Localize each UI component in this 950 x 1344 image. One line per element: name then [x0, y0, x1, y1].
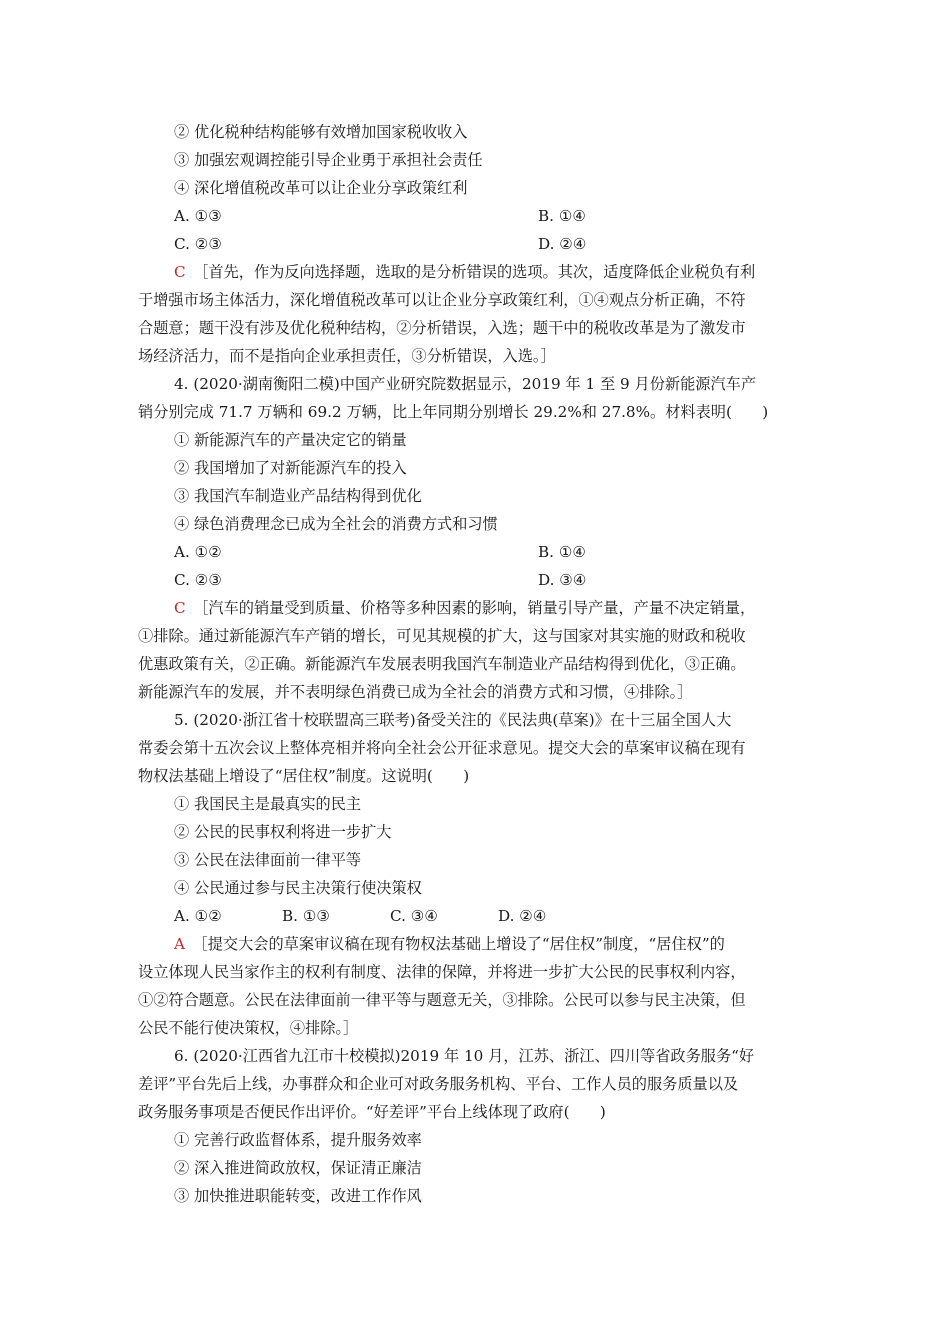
q5-stem-line-1: 5. (2020·浙江省十校联盟高三联考)备受关注的《民法典(草案)》在十三届全国人大 [174, 711, 732, 729]
q3-choice-c: C. ②③ [174, 235, 222, 253]
q3-answer: C [174, 263, 186, 281]
q4-answer: C [174, 599, 186, 617]
q5-answer: A [174, 935, 185, 953]
q5-option-1: ① 我国民主是最真实的民主 [174, 795, 362, 813]
q4-stem-line-2: 销分别完成 71.7 万辆和 69.2 万辆，比上年同期分别增长 29.2%和 27.8%。材料表明( ) [138, 403, 769, 421]
q4-choices-row-2 [174, 570, 854, 590]
q4-choice-c: C. ②③ [174, 571, 222, 589]
q3-choices-row-1 [174, 206, 854, 226]
q5-choice-d: D. ②④ [498, 907, 547, 925]
q4-explanation-line-3: 优惠政策有关，②正确。新能源汽车发展表明我国汽车制造业产品结构得到优化，③正确。 [138, 655, 746, 673]
q3-explanation-line-3: 合题意；题干没有涉及优化税种结构，②分析错误，入选；题干中的税收改革是为了激发市 [138, 319, 746, 337]
q4-option-2: ② 我国增加了对新能源汽车的投入 [174, 459, 407, 477]
q5-explanation-line-4: 公民不能行使决策权，④排除。］ [138, 1019, 359, 1037]
q3-choice-d: D. ②④ [538, 235, 587, 253]
q5-choice-c: C. ③④ [390, 907, 438, 925]
q6-option-1: ① 完善行政监督体系，提升服务效率 [174, 1131, 422, 1149]
q4-choice-d: D. ③④ [538, 571, 587, 589]
q5-option-4: ④ 公民通过参与民主决策行使决策权 [174, 879, 422, 897]
q6-option-3: ③ 加快推进职能转变，改进工作作风 [174, 1187, 422, 1205]
q6-option-2: ② 深入推进简政放权，保证清正廉洁 [174, 1159, 422, 1177]
q3-choices-row-2 [174, 234, 854, 254]
q3-choice-a: A. ①③ [174, 207, 222, 225]
q3-option-3: ③ 加强宏观调控能引导企业勇于承担社会责任 [174, 151, 483, 169]
q3-option-2: ② 优化税种结构能够有效增加国家税收收入 [174, 123, 468, 141]
q5-stem-line-2: 常委会第十五次会议上整体亮相并将向全社会公开征求意见。提交大会的草案审议稿在现有 [138, 739, 746, 757]
q5-explanation-line-2: 设立体现人民当家作主的权利有制度、法律的保障，并将进一步扩大公民的民事权利内容， [138, 963, 746, 981]
q6-stem-line-1: 6. (2020·江西省九江市十校模拟)2019 年 10 月，江苏、浙江、四川等省政务服务“好 [174, 1047, 755, 1065]
q4-option-1: ① 新能源汽车的产量决定它的销量 [174, 431, 407, 449]
q4-option-3: ③ 我国汽车制造业产品结构得到优化 [174, 487, 422, 505]
q5-stem-line-3: 物权法基础上增设了“居住权”制度。这说明( ) [138, 767, 470, 785]
q4-stem-line-1: 4. (2020·湖南衡阳二模)中国产业研究院数据显示，2019 年 1 至 9 月份新能源汽车产 [174, 375, 757, 393]
q4-explanation-line-1: C ［汽车的销量受到质量、价格等多种因素的影响，销量引导产量，产量不决定销量， [174, 599, 756, 617]
q5-choices-row [174, 906, 854, 926]
q4-choices-row-1 [174, 542, 854, 562]
q4-choice-b: B. ①④ [538, 543, 587, 561]
q5-option-2: ② 公民的民事权利将进一步扩大 [174, 823, 392, 841]
q4-explanation-line-2: ①排除。通过新能源汽车产销的增长，可见其规模的扩大，这与国家对其实施的财政和税收 [138, 627, 746, 645]
q4-option-4: ④ 绿色消费理念已成为全社会的消费方式和习惯 [174, 515, 498, 533]
q5-explanation-line-1: A ［提交大会的草案审议稿在现有物权法基础上增设了“居住权”制度，“居住权”的 [174, 935, 725, 953]
q3-explanation-line-1: C ［首先，作为反向选择题，选取的是分析错误的选项。其次，适度降低企业税负有利 [174, 263, 756, 281]
q4-explanation-line-4: 新能源汽车的发展，并不表明绿色消费已成为全社会的消费方式和习惯，④排除。］ [138, 683, 693, 701]
q3-choice-b: B. ①④ [538, 207, 587, 225]
q5-choice-a: A. ①② [174, 907, 222, 925]
q5-explanation-line-3: ①②符合题意。公民在法律面前一律平等与题意无关，③排除。公民可以参与民主决策，但 [138, 991, 746, 1009]
q3-option-4: ④ 深化增值税改革可以让企业分享政策红利 [174, 179, 468, 197]
q3-explanation-line-2: 于增强市场主体活力，深化增值税改革可以让企业分享政策红利，①④观点分析正确，不符 [138, 291, 746, 309]
q6-stem-line-3: 政务服务事项是否便民作出评价。“好差评”平台上线体现了政府( ) [138, 1103, 606, 1121]
q3-explanation-line-4: 场经济活力，而不是指向企业承担责任，③分析错误，入选。］ [138, 347, 556, 365]
q5-choice-b: B. ①③ [282, 907, 331, 925]
q6-stem-line-2: 差评”平台先后上线，办事群众和企业可对政务服务机构、平台、工作人员的服务质量以及 [138, 1075, 739, 1093]
q4-choice-a: A. ①② [174, 543, 222, 561]
q5-option-3: ③ 公民在法律面前一律平等 [174, 851, 362, 869]
